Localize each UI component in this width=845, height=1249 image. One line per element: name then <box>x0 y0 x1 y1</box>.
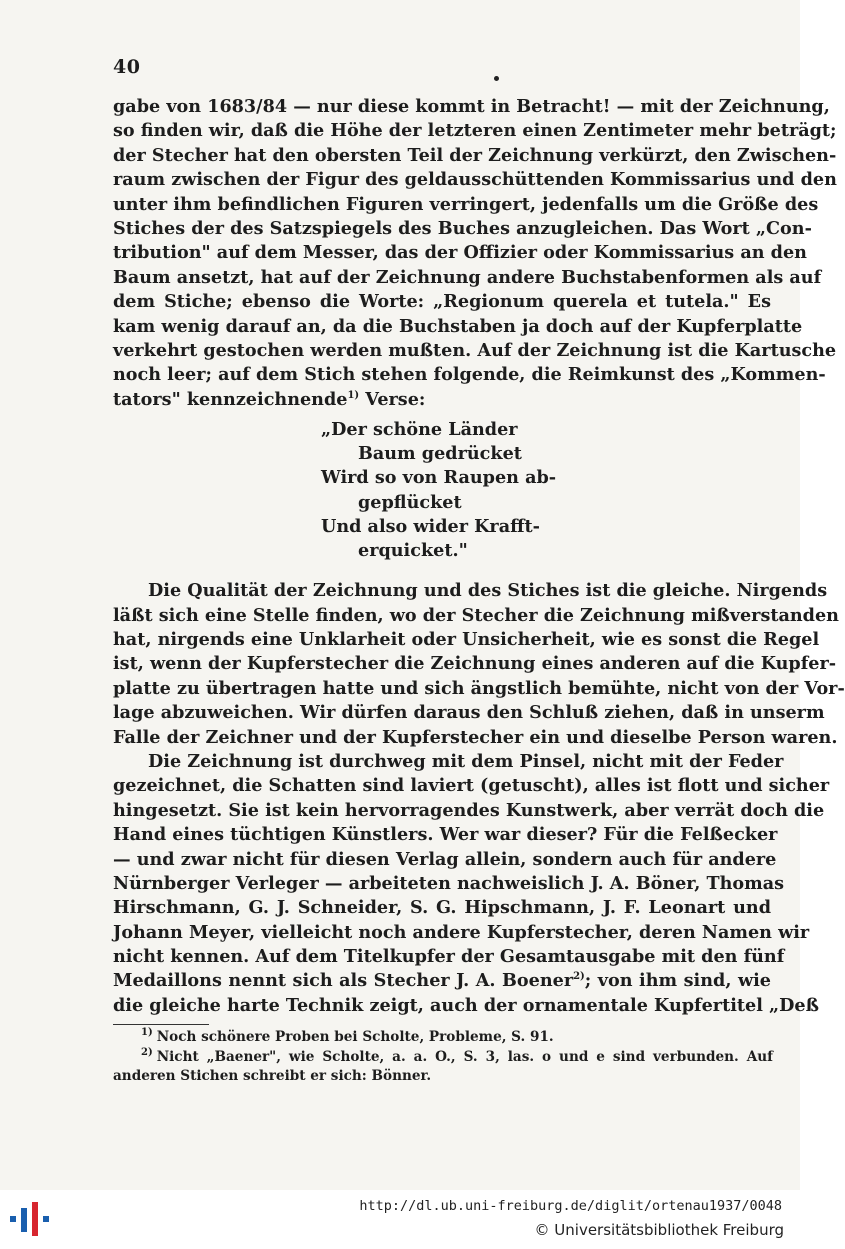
paragraph-3 <box>113 750 830 970</box>
text-line: so finden wir, daß die Höhe der letzteren einen Zentimeter mehr beträgt; <box>113 120 837 142</box>
footnote-text: Noch schönere Proben bei Scholte, Probleme, S. 91. <box>156 1029 554 1045</box>
text-line: unter ihm befindlichen Figuren verringert, jedenfalls um die Größe des <box>113 193 819 215</box>
verse-line: „Der schöne Länder <box>321 419 518 441</box>
verse-line: gepflücket <box>358 491 462 513</box>
paragraph-1 <box>113 95 837 388</box>
verse-line: Wird so von Raupen ab- <box>321 467 557 489</box>
verse-line: Baum gedrücket <box>358 443 522 465</box>
footnote-ref-1[interactable]: 1) <box>347 389 360 401</box>
source-url-link[interactable]: http://dl.ub.uni-freiburg.de/diglit/ortenau1937/0048 <box>359 1198 782 1214</box>
text-line: tribution" auf dem Messer, das der Offizier oder Kommissarius an den <box>113 242 807 264</box>
page-number: 40 <box>113 56 141 78</box>
text-line: läßt sich eine Stelle finden, wo der Stecher die Zeichnung mißverstanden <box>113 604 839 626</box>
text-fragment: tators" kennzeichnende <box>113 388 348 410</box>
verse-line: Und also wider Krafft- <box>321 515 540 537</box>
text-line: Johann Meyer, vielleicht noch andere Kupferstecher, deren Namen wir <box>113 921 810 943</box>
footnotes <box>113 1028 773 1087</box>
text-line: raum zwischen der Figur des geldausschüttenden Kommissarius und den <box>113 169 837 191</box>
footnote-text: anderen Stichen schreibt er sich: Bönner. <box>113 1068 432 1084</box>
text-line: lage abzuweichen. Wir dürfen daraus den Schluß ziehen, daß in unserm <box>113 702 825 724</box>
text-line: kam wenig darauf an, da die Buchstaben ja doch auf der Kupferplatte <box>113 315 803 337</box>
text-line: Hand eines tüchtigen Künstlers. Wer war dieser? Für die Felßecker <box>113 824 778 846</box>
text-line: noch leer; auf dem Stich stehen folgende, die Reimkunst des „Kommen- <box>113 364 826 386</box>
text-fragment: ; von ihm sind, wie <box>584 970 771 992</box>
text-line: die gleiche harte Technik zeigt, auch der ornamentale Kupfertitel „Deß <box>113 994 819 1016</box>
text-line: hat, nirgends eine Unklarheit oder Unsicherheit, wie es sonst die Regel <box>113 628 820 650</box>
text-line: Baum ansetzt, hat auf der Zeichnung andere Buchstabenformen als auf <box>113 266 822 288</box>
footnote-rule <box>113 1024 209 1025</box>
text-line: — und zwar nicht für diesen Verlag allein, sondern auch für andere <box>113 848 777 870</box>
footnote-line <box>113 1048 773 1068</box>
text-line: gabe von 1683/84 — nur diese kommt in Betracht! — mit der Zeichnung, <box>113 96 830 117</box>
text-line: Hirschmann, G. J. Schneider, S. G. Hipschmann, J. F. Leonart und <box>113 897 771 919</box>
footnote-line <box>113 1067 773 1087</box>
ub-freiburg-logo-icon <box>8 1200 54 1240</box>
text-line: verkehrt gestochen werden mußten. Auf der Zeichnung ist die Kartusche <box>113 339 837 361</box>
footnote-line <box>113 1028 773 1048</box>
print-speck <box>494 76 499 81</box>
text-line <box>113 969 771 993</box>
text-line: nicht kennen. Auf dem Titelkupfer der Gesamtausgabe mit den fünf <box>113 946 785 968</box>
text-line: Nürnberger Verleger — arbeiteten nachweislich J. A. Böner, Thomas <box>113 872 785 894</box>
text-line: hingesetzt. Sie ist kein hervorragendes Kunstwerk, aber verrät doch die <box>113 799 825 821</box>
text-line: gezeichnet, die Schatten sind laviert (getuscht), alles ist flott und sicher <box>113 775 830 797</box>
text-line: ist, wenn der Kupferstecher die Zeichnung eines anderen auf die Kupfer- <box>113 653 837 675</box>
footnote-text: Nicht „Baener", wie Scholte, a. a. O., S. 3, las. o und e sind verbunden. Auf <box>156 1048 773 1065</box>
footnote-mark: 1) <box>141 1027 153 1039</box>
text-line: Die Zeichnung ist durchweg mit dem Pinsel, nicht mit der Feder <box>148 750 784 772</box>
text-line: Falle der Zeichner und der Kupferstecher ein und dieselbe Person waren. <box>113 726 838 748</box>
verse-line: erquicket." <box>358 540 468 562</box>
text-fragment: Medaillons nennt sich als Stecher J. A. Boener <box>113 970 574 992</box>
verse-block <box>321 418 581 563</box>
text-line: Stiches der des Satzspiegels des Buches anzugleichen. Das Wort „Con- <box>113 217 812 239</box>
text-fragment: Verse: <box>359 388 426 410</box>
text-line <box>113 388 771 412</box>
text-line: der Stecher hat den obersten Teil der Zeichnung verkürzt, den Zwischen- <box>113 144 837 166</box>
body-text <box>113 95 845 1018</box>
paragraph-2 <box>113 579 845 750</box>
text-line: Die Qualität der Zeichnung und des Stiches ist die gleiche. Nirgends <box>148 580 828 602</box>
text-line: dem Stiche; ebenso die Worte: „Regionum querela et tutela." Es <box>113 291 771 313</box>
text-line: platte zu übertragen hatte und sich ängstlich bemühte, nicht von der Vor- <box>113 677 845 699</box>
footnote-mark: 2) <box>141 1046 153 1058</box>
copyright-notice: © Universitätsbibliothek Freiburg <box>534 1221 784 1239</box>
footnote-ref-2[interactable]: 2) <box>573 971 585 983</box>
